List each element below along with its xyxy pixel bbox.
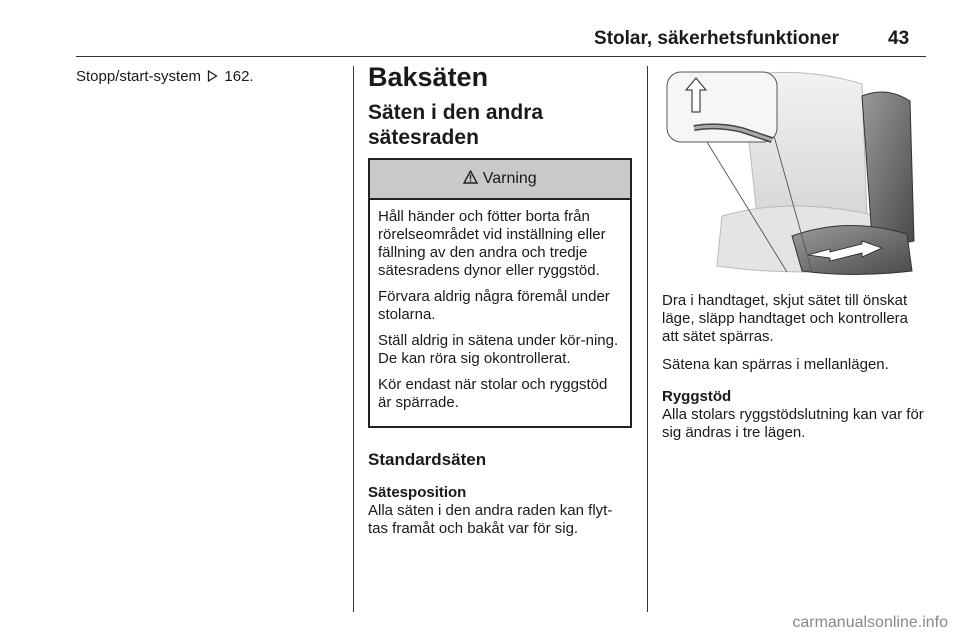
seat-position-heading: Sätesposition xyxy=(368,484,467,501)
page-number: 43 xyxy=(888,28,910,49)
reference-text: Stopp/start-system xyxy=(76,68,202,85)
subsection-title xyxy=(368,100,632,150)
warning-icon xyxy=(463,170,478,184)
rear-seat-illustration xyxy=(662,66,928,278)
backrest-heading: Ryggstöd xyxy=(662,388,732,405)
column-2 xyxy=(368,60,632,538)
warning-paragraph: Håll händer och fötter borta från rörelseområdet vid inställning eller fällning av den andra och tredje sätesradens dynor eller ryggstöd. xyxy=(378,208,606,279)
warning-box xyxy=(368,158,632,428)
warning-header xyxy=(370,160,630,200)
column-divider-2 xyxy=(647,66,648,612)
footer-watermark: carmanualsonline.info xyxy=(792,614,948,631)
subsection-title-line-1: Säten i den andra xyxy=(368,101,544,124)
instruction-text: Dra i handtaget, skjut sätet till önskat läge, släpp handtaget och kontrollera att sätet spärras. xyxy=(662,292,909,345)
lock-text: Sätena kan spärras i mellanlägen. xyxy=(662,356,889,373)
backrest-text: Alla stolars ryggstödslutning kan var för sig ändras i tre lägen. xyxy=(662,406,924,441)
standard-seats-heading: Standardsäten xyxy=(368,450,487,469)
seat-position-text: Alla säten i den andra raden kan flyt-tas framåt och bakåt var för sig. xyxy=(368,502,613,537)
column-1 xyxy=(76,68,346,85)
section-title: Baksäten xyxy=(368,62,489,92)
column-3 xyxy=(662,66,928,442)
header-title: Stolar, säkerhetsfunktioner xyxy=(594,28,839,49)
warning-paragraph: Kör endast när stolar och ryggstöd är spärrade. xyxy=(378,376,608,411)
warning-paragraph: Förvara aldrig några föremål under stolarna. xyxy=(378,288,610,323)
subsection-title-line-2: sätesraden xyxy=(368,126,479,149)
warning-label: Varning xyxy=(482,170,537,187)
warning-paragraph: Ställ aldrig in sätena under kör-ning. De kan röra sig okontrollerat. xyxy=(378,332,619,367)
warning-body xyxy=(370,200,630,426)
page-reference-arrow-icon xyxy=(207,70,218,82)
header-rule xyxy=(76,56,926,57)
column-divider-1 xyxy=(353,66,354,612)
reference-page[interactable]: 162. xyxy=(224,68,254,85)
